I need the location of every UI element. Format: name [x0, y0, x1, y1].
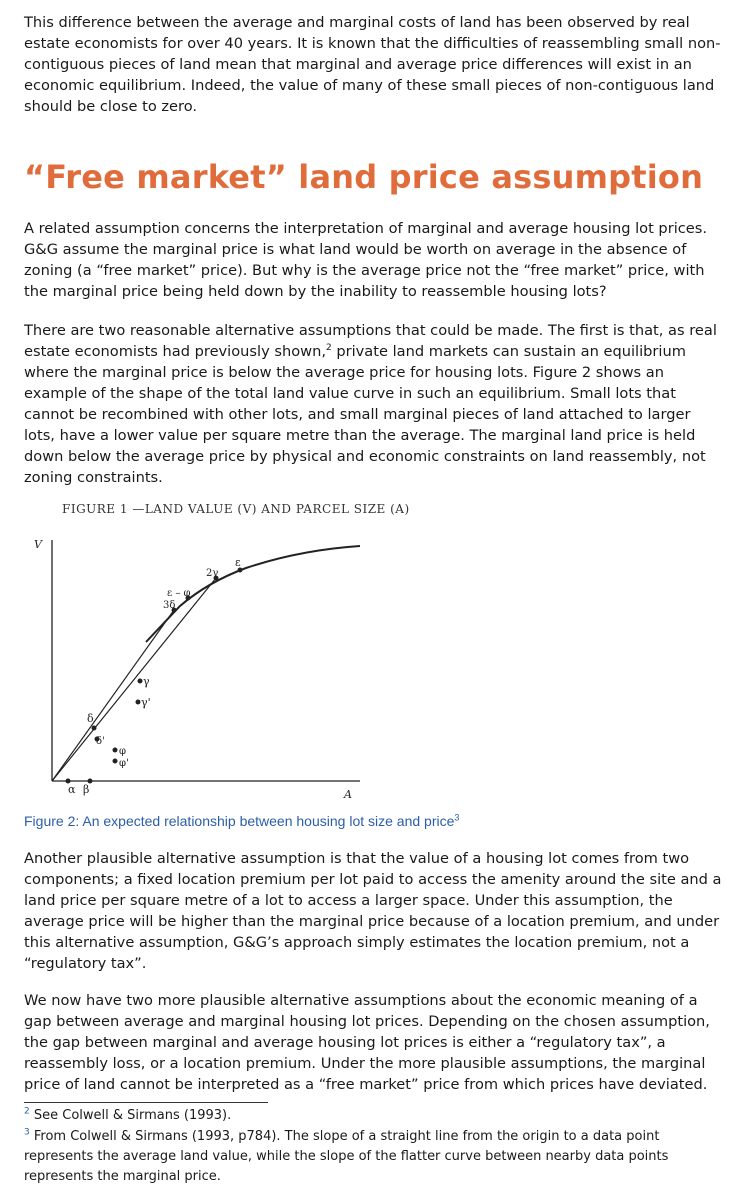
footnote-text: From Colwell & Sirmans (1993, p784). The slope of a straight line from the origin to a data point represents the average land value, while the slope of the flatter curve between nearby data points represents the marginal price.	[24, 1129, 669, 1184]
caption-text: Figure 2: An expected relationship between housing lot size and price	[24, 813, 455, 829]
figure-caption	[24, 813, 459, 829]
related-assumption-paragraph: A related assumption concerns the interpretation of marginal and average housing lot prices. G&G assume the marginal price is what land would be worth on average in the absence of zoning (a “free market” price). But why is the average price not the “free market” price, with the marginal price being held down by the inability to reassemble housing lots?	[24, 220, 707, 300]
footnote	[24, 1106, 724, 1126]
data-point	[136, 700, 141, 705]
footnote-number: 3	[24, 1127, 30, 1138]
land-value-figure	[30, 530, 390, 800]
section-heading: “Free market” land price assumption	[24, 158, 704, 196]
y-axis-label: V	[34, 538, 42, 551]
footnote-ref: 2	[325, 343, 332, 354]
footnote-number: 2	[24, 1106, 30, 1117]
point-label: β	[83, 783, 90, 796]
point-label: φ'	[119, 758, 129, 769]
data-point	[113, 748, 118, 753]
paragraph-text: There are two reasonable alternative assumptions that could be made. The first is that, as real estate economists had previously shown,	[24, 322, 717, 360]
intro-paragraph: This difference between the average and marginal costs of land has been observed by real estate economists for over 40 years. It is known that the difficulties of reassembling small non-contiguous pieces of land mean that marginal and average price differences will exist in an economic equilibrium. Indeed, the value of many of these small pieces of non-contiguous land should be close to zero.	[24, 14, 721, 115]
point-label: α	[68, 783, 76, 796]
point-label: 2γ	[206, 568, 219, 579]
location-premium-paragraph: Another plausible alternative assumption is that the value of a housing lot comes from two components; a fixed location premium per lot paid to access the amenity around the site and a land price per square metre of a lot to access a larger space. Under this assumption, the average price will be higher than the marginal price because of a location premium, and under this alternative assumption, G&G’s approach simply estimates the location premium, not a “regulatory tax”.	[24, 850, 722, 972]
point-label: φ	[119, 746, 127, 757]
point-label: ε – φ	[167, 588, 191, 599]
figure-title: FIGURE 1 —LAND VALUE (V) AND PARCEL SIZE (A)	[62, 502, 410, 516]
data-point	[113, 759, 118, 764]
data-point	[138, 679, 143, 684]
conclusion-paragraph: We now have two more plausible alternative assumptions about the economic meaning of a gap between average and marginal housing lot prices. Depending on the chosen assumption, the gap between marginal and average housing lot prices is either a “regulatory tax”, a reassembly loss, or a location premium. Under the more plausible assumptions, the marginal price of land cannot be interpreted as a “free market” price from which prices have deviated.	[24, 992, 710, 1093]
alternative-assumptions-paragraph	[24, 320, 724, 488]
point-label: ε	[235, 556, 241, 569]
footnote-divider	[24, 1102, 268, 1103]
point-label: δ'	[96, 736, 105, 747]
paragraph-text: private land markets can sustain an equilibrium where the marginal price is below the average price for housing lots. Figure 2 shows an example of the shape of the total land value curve in such an equilibrium. Small lots that cannot be recombined with other lots, and small marginal pieces of land attached to larger lots, have a lower value per square metre than the average. The marginal land price is held down below the average price by physical and economic constraints on land reassembly, not zoning constraints.	[24, 343, 706, 486]
footnote	[24, 1127, 724, 1187]
footnote-ref: 3	[454, 812, 460, 823]
point-label: 3δ	[163, 600, 176, 611]
average-value-line	[52, 578, 216, 781]
data-point	[92, 726, 97, 731]
point-label: γ	[143, 675, 150, 688]
point-label: γ'	[141, 696, 151, 709]
footnote-text: See Colwell & Sirmans (1993).	[29, 1108, 232, 1123]
x-axis-label: A	[344, 788, 352, 800]
point-label: δ	[87, 712, 94, 725]
lower-line	[52, 610, 174, 781]
